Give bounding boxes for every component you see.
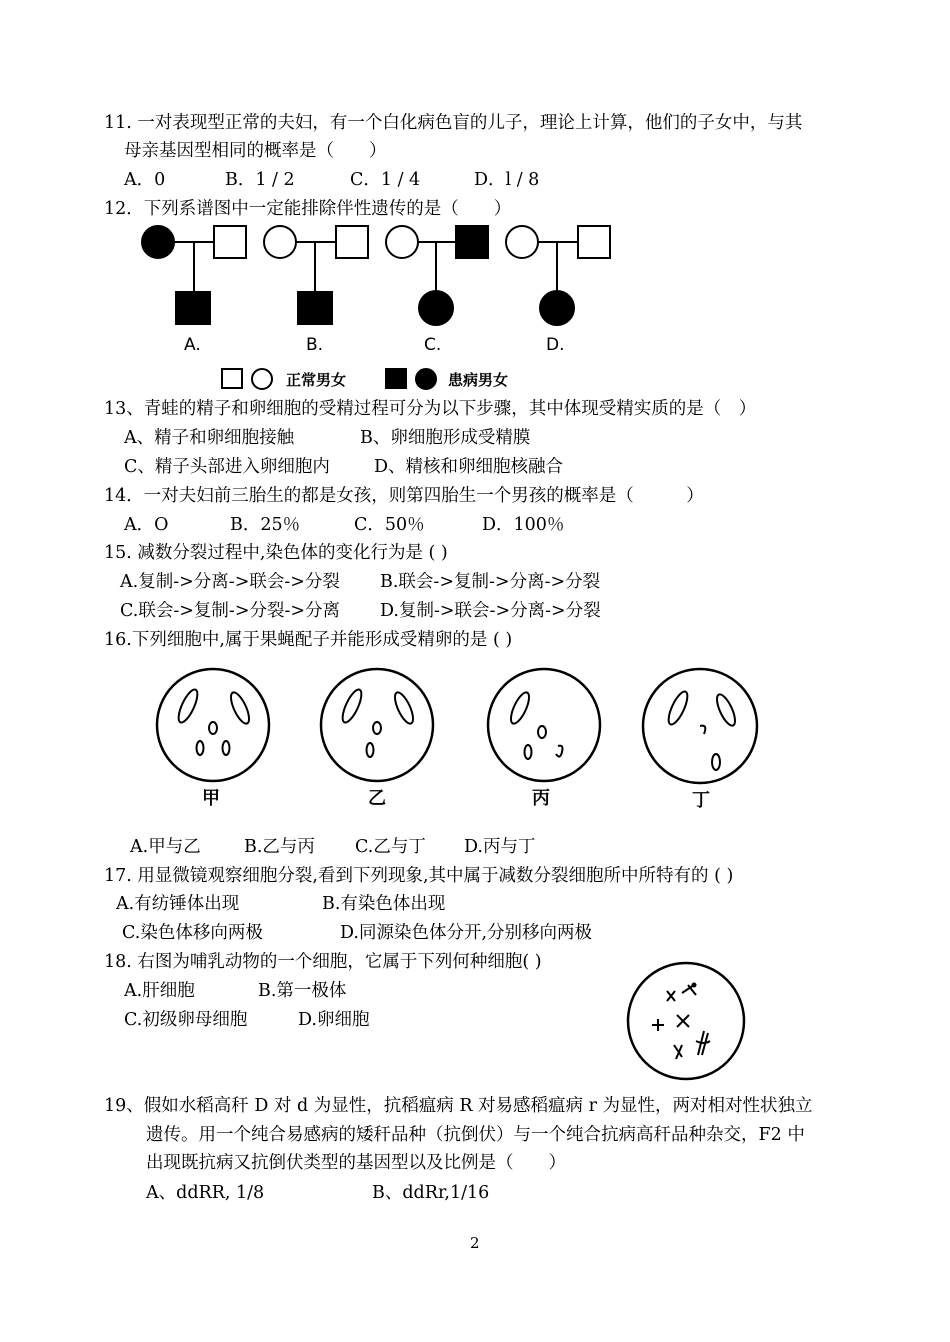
q19-option-b: B、ddRr,1/16 (372, 1183, 490, 1203)
q13-stem: 13、青蛙的精子和卵细胞的受精过程可分为以下步骤，其中体现受精实质的是（ ） (104, 399, 757, 419)
q17-option-a: A.有纺锤体出现 (116, 894, 240, 914)
mammal-cell-diagram (622, 963, 752, 1083)
q11-option-c: C．1 / 4 (350, 170, 421, 190)
q16-option-c: C.乙与丁 (355, 837, 426, 857)
q13-option-d: D、精核和卵细胞核融合 (374, 457, 564, 477)
cell-ding (643, 669, 757, 811)
q15-stem: 15. 减数分裂过程中,染色体的变化行为是 ( ) (104, 543, 448, 563)
q18-option-c: C.初级卵母细胞 (124, 1010, 248, 1030)
cell-yi (321, 669, 433, 809)
cell-diagrams (0, 668, 950, 818)
legend-affected-label: 患病男女 (448, 371, 509, 389)
legend-normal-label: 正常男女 (286, 371, 347, 389)
q17-option-b: B.有染色体出现 (322, 894, 446, 914)
pedigree-legend (222, 369, 508, 389)
q17-option-c: C.染色体移向两极 (122, 923, 263, 943)
q17-stem: 17. 用显微镜观察细胞分裂,看到下列现象,其中属于减数分裂细胞所中所特有的 ( ) (104, 866, 734, 886)
q14-stem: 14．一对夫妇前三胎生的都是女孩，则第四胎生一个男孩的概率是（ ） (104, 486, 704, 506)
pedigree-label-d: D. (546, 335, 565, 355)
q13-option-b: B、卵细胞形成受精膜 (360, 428, 531, 448)
q11-option-a: A．0 (124, 170, 166, 190)
q19-stem-line2: 遗传。用一个纯合易感病的矮秆品种（抗倒伏）与一个纯合抗病高秆品种杂交，F2 中 (146, 1125, 805, 1145)
cell-label-ding: 丁 (692, 790, 710, 811)
q18-option-a: A.肝细胞 (124, 981, 195, 1001)
pedigree-a (142, 226, 246, 324)
q13-option-a: A、精子和卵细胞接触 (124, 428, 295, 448)
page-number: 2 (470, 1234, 480, 1252)
q19-option-a: A、ddRR, 1/8 (146, 1183, 265, 1203)
cell-label-bing: 丙 (532, 788, 550, 809)
q16-option-a: A.甲与乙 (130, 837, 201, 857)
pedigree-label-a: A. (184, 335, 201, 355)
cell-label-yi: 乙 (368, 788, 386, 809)
pedigree-c (386, 226, 488, 325)
q11-option-b: B．1 / 2 (225, 170, 295, 190)
pedigree-diagrams (0, 222, 950, 392)
q16-option-b: B.乙与丙 (244, 837, 315, 857)
cell-label-jia: 甲 (202, 788, 220, 809)
q19-stem-line3: 出现既抗病又抗倒伏类型的基因型以及比例是（ ） (146, 1153, 566, 1173)
pedigree-label-c: C. (424, 335, 442, 355)
q14-option-a: A．O (124, 515, 169, 535)
q16-option-d: D.丙与丁 (464, 837, 536, 857)
pedigree-b (264, 226, 368, 324)
q17-option-d: D.同源染色体分开,分别移向两极 (340, 923, 593, 943)
q16-stem: 16.下列细胞中,属于果蝇配子并能形成受精卵的是 ( ) (104, 630, 513, 650)
q14-option-c: C．50％ (354, 515, 425, 535)
q15-option-a: A.复制->分离->联会->分裂 (120, 572, 340, 592)
cell-bing (488, 669, 600, 809)
q18-stem: 18. 右图为哺乳动物的一个细胞，它属于下列何种细胞( ) (104, 952, 542, 972)
q18-option-d: D.卵细胞 (298, 1010, 370, 1030)
q12-stem: 12．下列系谱图中一定能排除伴性遗传的是（ ） (104, 199, 512, 219)
q15-option-b: B.联会->复制->分离->分裂 (380, 572, 601, 592)
q14-option-d: D．100％ (482, 515, 565, 535)
q11-stem-line2: 母亲基因型相同的概率是（ ） (124, 141, 387, 161)
pedigree-label-b: B. (306, 335, 324, 355)
pedigree-d (506, 226, 610, 325)
q18-option-b: B.第一极体 (258, 981, 347, 1001)
q14-option-b: B．25％ (230, 515, 301, 535)
cell-jia (157, 669, 269, 809)
q19-stem-line1: 19、假如水稻高秆 D 对 d 为显性，抗稻瘟病 R 对易感稻瘟病 r 为显性，两对相对性状独立 (104, 1096, 813, 1116)
q15-option-d: D.复制->联会->分离->分裂 (380, 601, 601, 621)
q11-option-d: D．l / 8 (474, 170, 540, 190)
q15-option-c: C.联会->复制->分裂->分离 (120, 601, 341, 621)
q13-option-c: C、精子头部进入卵细胞内 (124, 457, 330, 477)
q11-stem-line1: 11. 一对表现型正常的夫妇，有一个白化病色盲的儿子，理论上计算，他们的子女中，与其 (104, 113, 803, 133)
